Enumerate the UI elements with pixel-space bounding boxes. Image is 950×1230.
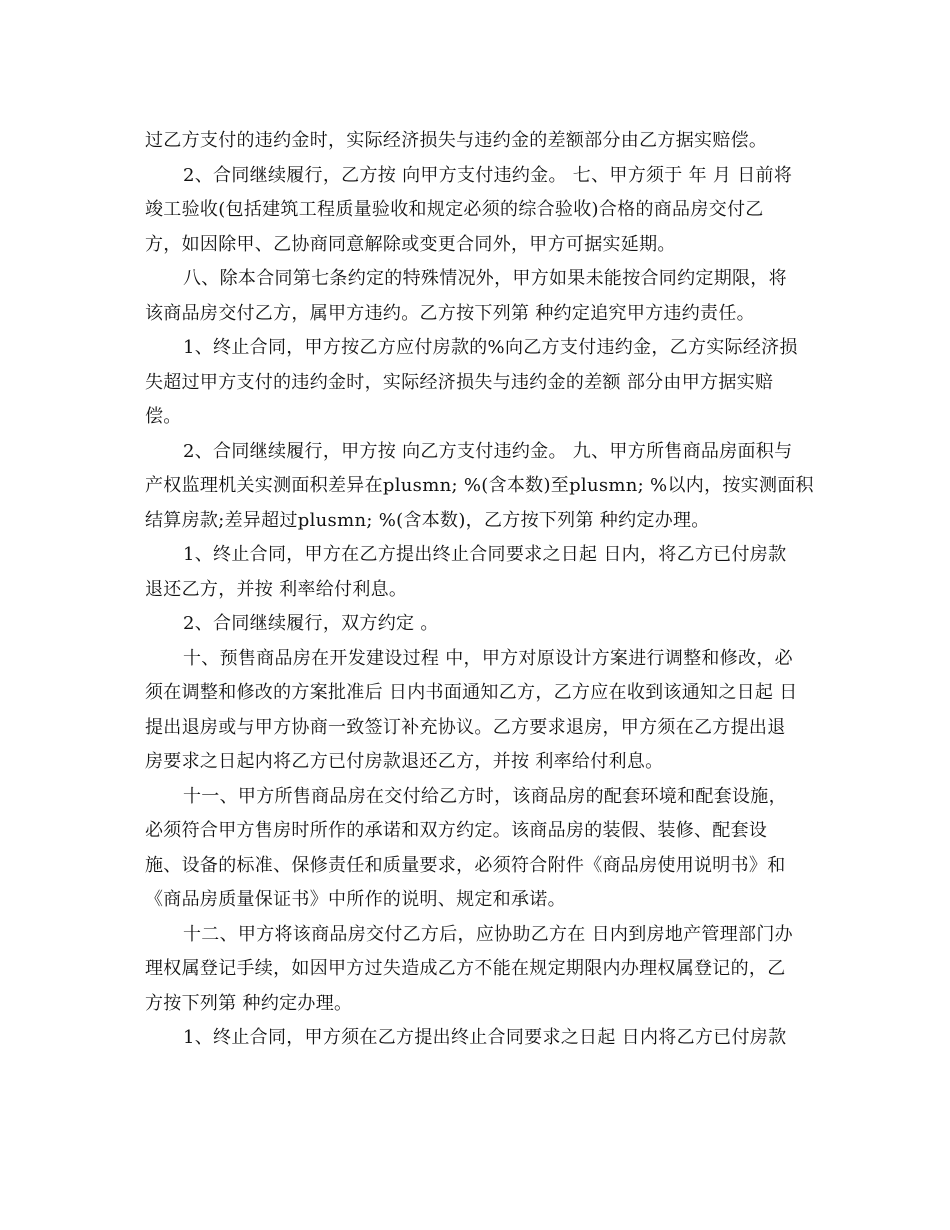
text-line: 必须符合甲方售房时所作的承诺和双方约定。该商品房的装假、装修、配套设 xyxy=(145,820,768,841)
text-line: 退还乙方，并按 利率给付利息。 xyxy=(145,578,408,600)
text-line: 2、合同继续履行，双方约定 。 xyxy=(183,613,439,634)
text-line: 失超过甲方支付的违约金时，实际经济损失与违约金的差额 部分由甲方据实赔 xyxy=(145,371,774,393)
text-line: 1、终止合同，甲方在乙方提出终止合同要求之日起 日内，将乙方已付房款 xyxy=(183,544,787,565)
text-line: 施、设备的标准、保修责任和质量要求，必须符合附件《商品房使用说明书》和 xyxy=(145,854,786,876)
text-line: 2、合同继续履行，乙方按 向甲方支付违约金。 七、甲方须于 年 月 日前将 xyxy=(183,164,793,186)
text-line: 八、除本合同第七条约定的特殊情况外，甲方如果未能按合同约定期限，将 xyxy=(183,268,787,289)
text-line: 《商品房质量保证书》中所作的说明、规定和承诺。 xyxy=(145,889,566,910)
text-line: 偿。 xyxy=(145,406,182,427)
text-line: 须在调整和修改的方案批准后 日内书面通知乙方，乙方应在收到该通知之日起 日 xyxy=(145,682,798,703)
text-line: 结算房款;差异超过plusmn; %(含本数)，乙方按下列第 种约定办理。 xyxy=(145,509,710,531)
text-line: 方，如因除甲、乙协商同意解除或变更合同外，甲方可据实延期。 xyxy=(145,233,676,255)
text-line: 十二、甲方将该商品房交付乙方后，应协助乙方在 日内到房地产管理部门办 xyxy=(183,923,793,945)
text-line: 提出退房或与甲方协商一致签订补充协议。乙方要求退房，甲方须在乙方提出退 xyxy=(145,716,786,738)
text-line: 2、合同继续履行，甲方按 向乙方支付违约金。 九、甲方所售商品房面积与 xyxy=(183,440,793,462)
text-line: 房要求之日起内将乙方已付房款退还乙方，并按 利率给付利息。 xyxy=(145,751,664,772)
text-line: 十一、甲方所售商品房在交付给乙方时，该商品房的配套环境和配套设施， xyxy=(183,785,787,807)
document-page xyxy=(145,124,814,1056)
text-line: 产权监理机关实测面积差异在plusmn; %(含本数)至plusmn; %以内，按实测面积 xyxy=(145,475,814,496)
text-line: 方按下列第 种约定办理。 xyxy=(145,992,353,1014)
text-line: 1、终止合同，甲方须在乙方提出终止合同要求之日起 日内将乙方已付房款 xyxy=(183,1027,787,1048)
text-line: 该商品房交付乙方，属甲方违约。乙方按下列第 种约定追究甲方违约责任。 xyxy=(145,302,755,324)
text-line: 理权属登记手续，如因甲方过失造成乙方不能在规定期限内办理权属登记的，乙 xyxy=(145,958,786,979)
text-line: 过乙方支付的违约金时，实际经济损失与违约金的差额部分由乙方据实赔偿。 xyxy=(145,130,768,151)
text-line: 竣工验收(包括建筑工程质量验收和规定必须的综合验收)合格的商品房交付乙 xyxy=(145,199,764,220)
text-line: 1、终止合同，甲方按乙方应付房款的%向乙方支付违约金，乙方实际经济损 xyxy=(183,337,798,358)
text-line: 十、预售商品房在开发建设过程 中，甲方对原设计方案进行调整和修改，必 xyxy=(183,647,793,669)
